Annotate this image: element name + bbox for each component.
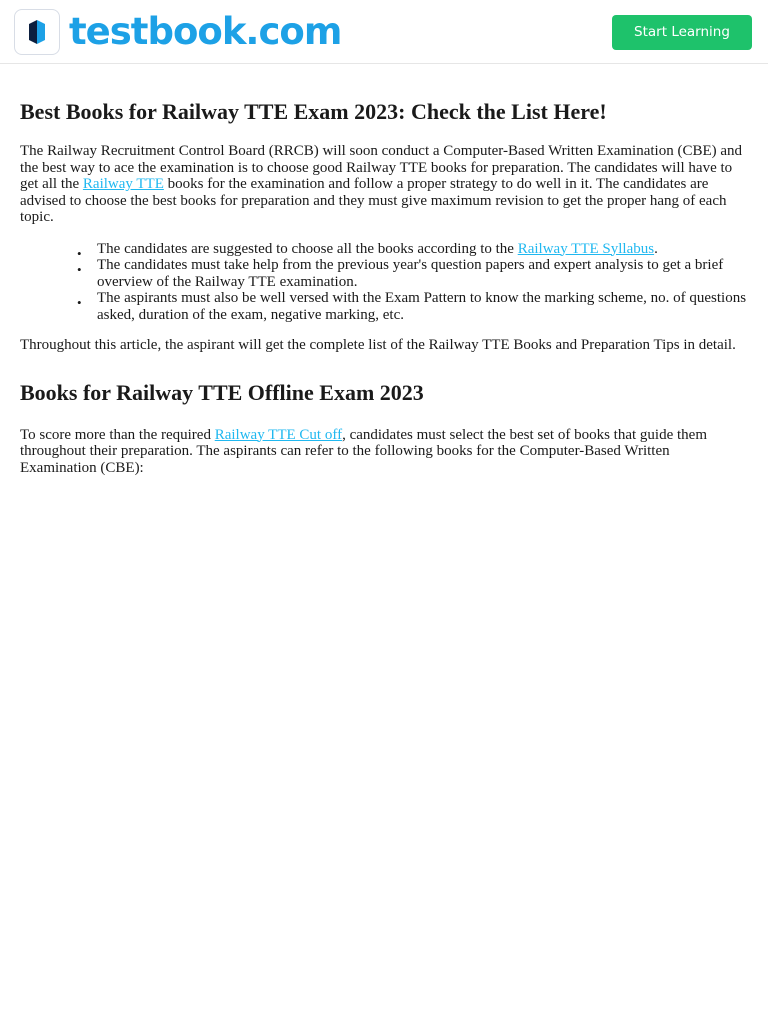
bullet-1-end: .	[654, 240, 658, 257]
section-text-2: , candidates must select the best set of books that guide them throughout their preparation. The aspirants can refer to the following books for the Computer-Based Written Examination (CBE):	[20, 426, 707, 476]
summary-paragraph: Throughout this article, the aspirant will get the complete list of the Railway TTE Books and Preparation Tips in detail.	[20, 337, 736, 353]
section-heading: Books for Railway TTE Offline Exam 2023	[20, 379, 424, 405]
tips-list	[20, 241, 748, 324]
section-paragraph	[20, 427, 748, 477]
logo-text: testbook.com	[69, 10, 342, 53]
railway-tte-cutoff-link[interactable]: Railway TTE Cut off	[214, 426, 343, 443]
list-item: • The aspirants must also be well versed with the Exam Pattern to know the marking scheme, no. of questions asked, duration of the exam, negative marking, etc.	[97, 290, 748, 323]
railway-tte-syllabus-link[interactable]: Railway TTE Syllabus	[517, 240, 655, 257]
article-title: Best Books for Railway TTE Exam 2023: Check the List Here!	[20, 99, 607, 124]
intro-paragraph	[20, 143, 748, 226]
list-item: • The candidates must take help from the previous year's question papers and expert analysis to get a brief overview of the Railway TTE examination.	[97, 257, 748, 290]
list-item	[97, 241, 748, 258]
site-header	[0, 0, 768, 64]
start-learning-button[interactable]: Start Learning	[612, 15, 752, 50]
intro-text-2: books for the examination and follow a proper strategy to do well in it. The candidates are advised to choose the best books for preparation and they must give maximum revision to get the proper hang of each topic.	[20, 176, 727, 225]
article-content	[0, 98, 768, 476]
book-icon	[14, 9, 60, 55]
railway-tte-link[interactable]: Railway TTE	[82, 176, 164, 192]
intro-text-1: The Railway Recruitment Control Board (RRCB) will soon conduct a Computer-Based Written Examination (CBE) and the best way to ace the examination is to choose good Railway TTE books for preparation. The candidates will have to get all the	[20, 143, 743, 192]
bullet-1-text: The candidates are suggested to choose all the books according to the	[97, 240, 518, 257]
testbook-logo[interactable]	[14, 9, 341, 55]
section-text-1: To score more than the required	[20, 426, 215, 443]
